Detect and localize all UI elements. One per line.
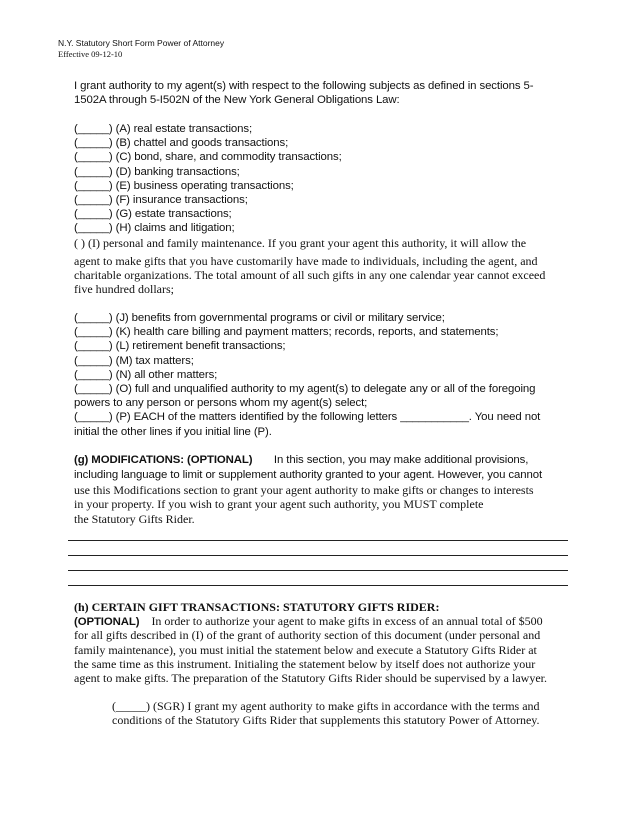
gifts-rider-section [74, 600, 574, 685]
modifications-text: use this Modifications section to grant your agent authority to make gifts or changes to interests [74, 483, 534, 498]
sgr-statement [112, 699, 572, 727]
modifications-section [74, 453, 574, 526]
sgr-text: conditions of the Statutory Gifts Rider that supplements this statutory Power of Attorney. [112, 713, 540, 728]
modifications-heading: (g) MODIFICATIONS: (OPTIONAL) [74, 454, 253, 466]
subject-p-text: initial the other lines if you initial line (P). [74, 425, 272, 438]
gifts-text: the same time as this instrument. Initialing the statement below by itself does not authorize your [74, 656, 536, 671]
form-title: N.Y. Statutory Short Form Power of Attorney [58, 38, 225, 48]
subject-d-line[interactable]: (_____) (D) banking transactions; [74, 165, 240, 178]
subject-i-text: charitable organizations. The total amount of all such gifts in any one calendar year cannot exceed [74, 268, 546, 283]
subjects-list-a-h [74, 122, 574, 236]
subject-l-line[interactable]: (_____) (L) retirement benefit transactions; [74, 340, 286, 353]
subject-o-text: powers to any person or persons whom my agent(s) select; [74, 397, 368, 410]
gifts-text: for all gifts described in (I) of the grant of authority section of this document (under personal and [74, 628, 541, 643]
subject-b-line[interactable]: (_____) (B) chattel and goods transactions; [74, 137, 289, 150]
subject-k-line[interactable]: (_____) (K) health care billing and payment matters; records, reports, and statements; [74, 326, 499, 339]
subject-m-line[interactable]: (_____) (M) tax matters; [74, 354, 194, 367]
subject-h-line[interactable]: (_____) (H) claims and litigation; [74, 222, 235, 235]
gifts-text: family maintenance), you must initial the statement below and execute a Statutory Gifts Rider at [74, 642, 537, 657]
subject-i-paragraph [74, 236, 574, 297]
subject-e-line[interactable]: (_____) (E) business operating transactions; [74, 179, 294, 192]
gifts-text: In order to authorize your agent to make gifts in excess of an annual total of $500 [139, 614, 543, 629]
subject-i-text: five hundred dollars; [74, 282, 174, 297]
modifications-lead: In this section, you may make additional provisions, [252, 454, 529, 466]
subject-i-line[interactable]: ( ) (I) personal and family maintenance. If you grant your agent this authority, it will allow the [74, 236, 527, 250]
effective-date: Effective 09-12-10 [58, 49, 123, 59]
gifts-heading: (h) CERTAIN GIFT TRANSACTIONS: STATUTORY GIFTS RIDER: [74, 600, 440, 614]
modifications-blank-line[interactable] [68, 540, 568, 541]
subject-f-line[interactable]: (_____) (F) insurance transactions; [74, 193, 248, 206]
modifications-text: in your property. If you wish to grant your agent such authority, you MUST complete [74, 497, 484, 512]
modifications-blank-line[interactable] [68, 585, 568, 586]
gifts-optional-label: (OPTIONAL) [74, 616, 140, 629]
modifications-blank-line[interactable] [68, 555, 568, 556]
modifications-text: including language to limit or supplement authority granted to your agent. However, you cannot [74, 469, 543, 482]
subject-o-line[interactable]: (_____) (O) full and unqualified authority to my agent(s) to delegate any or all of the foregoing [74, 382, 536, 395]
subject-a-line[interactable]: (_____) (A) real estate transactions; [74, 123, 253, 135]
subjects-list-j-p [74, 311, 574, 439]
modifications-text: the Statutory Gifts Rider. [74, 511, 195, 526]
intro-line: 1502A through 5-I502N of the New York General Obligations Law: [74, 94, 400, 107]
sgr-initial-line[interactable]: (_____) (SGR) I grant my agent authority to make gifts in accordance with the terms and [112, 699, 540, 713]
subject-p-line[interactable]: (_____) (P) EACH of the matters identified by the following letters ___________. You need not [74, 411, 541, 424]
intro-line: I grant authority to my agent(s) with respect to the following subjects as defined in sections 5- [74, 80, 534, 92]
subject-i-text: agent to make gifts that you have customarily have made to individuals, including the agent, and [74, 254, 538, 268]
modifications-blank-line[interactable] [68, 570, 568, 571]
subject-n-line[interactable]: (_____) (N) all other matters; [74, 368, 218, 381]
subject-j-line[interactable]: (_____) (J) benefits from governmental programs or civil or military service; [74, 312, 445, 324]
subject-c-line[interactable]: (_____) (C) bond, share, and commodity transactions; [74, 151, 342, 164]
subject-g-line[interactable]: (_____) (G) estate transactions; [74, 208, 232, 221]
intro-paragraph [74, 79, 574, 107]
gifts-text: agent to make gifts. The preparation of the Statutory Gifts Rider should be supervised by a lawyer. [74, 670, 547, 685]
